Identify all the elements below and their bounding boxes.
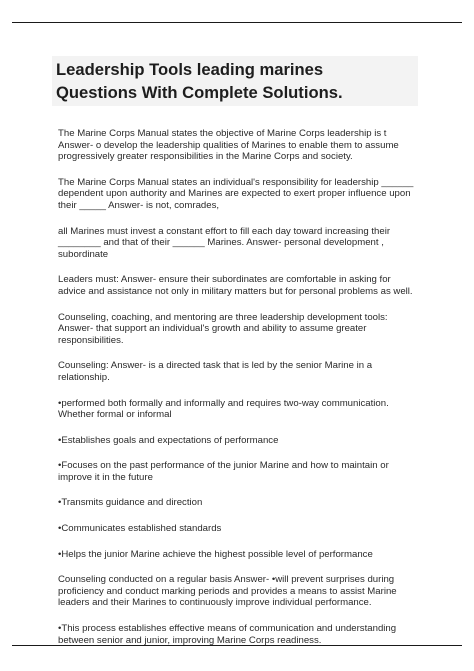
text-line: relationship. (58, 371, 110, 383)
document-body (58, 128, 418, 660)
text-line: Counseling, coaching, and mentoring are three leadership development tools: (58, 311, 388, 323)
text-line: •This process establishes effective means of communication and understanding (58, 623, 397, 635)
text-line: all Marines must invest a constant effort to fill each day toward increasing their (58, 225, 391, 237)
top-divider (12, 22, 462, 23)
text-line: advice and assistance not only in military matters but for personal problems as well. (58, 285, 413, 297)
paragraph-leaders-must (58, 274, 418, 297)
text-line: subordinate (58, 248, 109, 260)
text-line: improve it in the future (58, 471, 153, 483)
text-line: between senior and junior, improving Marine Corps readiness. (58, 634, 322, 646)
bullet-highest-performance (58, 549, 418, 561)
text-line: progressively greater responsibilities in the Marine Corps and society. (58, 151, 353, 163)
paragraph-objective (58, 128, 418, 163)
bullet-communication-process (58, 623, 418, 646)
bullet-past-performance (58, 460, 418, 483)
bullet-guidance (58, 497, 418, 509)
text-line: Counseling conducted on a regular basis Answer- •will prevent surprises during (58, 574, 395, 586)
paragraph-regular-counseling (58, 574, 418, 609)
text-line: •performed both formally and informally and requires two-way communication. (58, 397, 389, 409)
text-line: leaders and their Marines to continuously improve individual performance. (58, 597, 372, 609)
paragraph-development-tools (58, 312, 418, 347)
paragraph-constant-effort (58, 226, 418, 261)
paragraph-responsibility (58, 177, 418, 212)
text-line: responsibilities. (58, 334, 124, 346)
text-line: Answer- that support an individual's growth and ability to assume greater (58, 323, 367, 335)
text-line: •Transmits guidance and direction (58, 497, 203, 509)
bullet-goals (58, 435, 418, 447)
bullet-two-way-communication (58, 398, 418, 421)
text-line: their _____ Answer- is not, comrades, (58, 199, 220, 211)
text-line: dependent upon authority and Marines are expected to exert proper influence upon (58, 188, 411, 200)
text-line: Counseling: Answer- is a directed task that is led by the senior Marine in a (58, 360, 373, 372)
bullet-standards (58, 523, 418, 535)
text-line: •Communicates established standards (58, 523, 222, 535)
bottom-divider (12, 645, 462, 646)
text-line: The Marine Corps Manual states the objective of Marine Corps leadership is t (58, 128, 387, 139)
text-line: ________ and that of their ______ Marines. Answer- personal development , (58, 237, 384, 249)
text-line: Leaders must: Answer- ensure their subordinates are comfortable in asking for (58, 274, 391, 286)
text-line: The Marine Corps Manual states an individual's responsibility for leadership ______ (58, 176, 414, 188)
text-line: •Helps the junior Marine achieve the highest possible level of performance (58, 548, 373, 560)
text-line: •Focuses on the past performance of the junior Marine and how to maintain or (58, 460, 389, 472)
text-line: proficiency and conduct marking periods and provides a means to assist Marine (58, 585, 397, 597)
document-title (52, 56, 418, 106)
title-line-1: Leadership Tools leading marines (56, 60, 324, 79)
paragraph-counseling (58, 360, 418, 383)
text-line: Whether formal or informal (58, 409, 172, 421)
text-line: Answer- o develop the leadership qualities of Marines to enable them to assume (58, 139, 399, 151)
title-line-2: Questions With Complete Solutions. (56, 83, 343, 102)
text-line: •Establishes goals and expectations of performance (58, 434, 279, 446)
